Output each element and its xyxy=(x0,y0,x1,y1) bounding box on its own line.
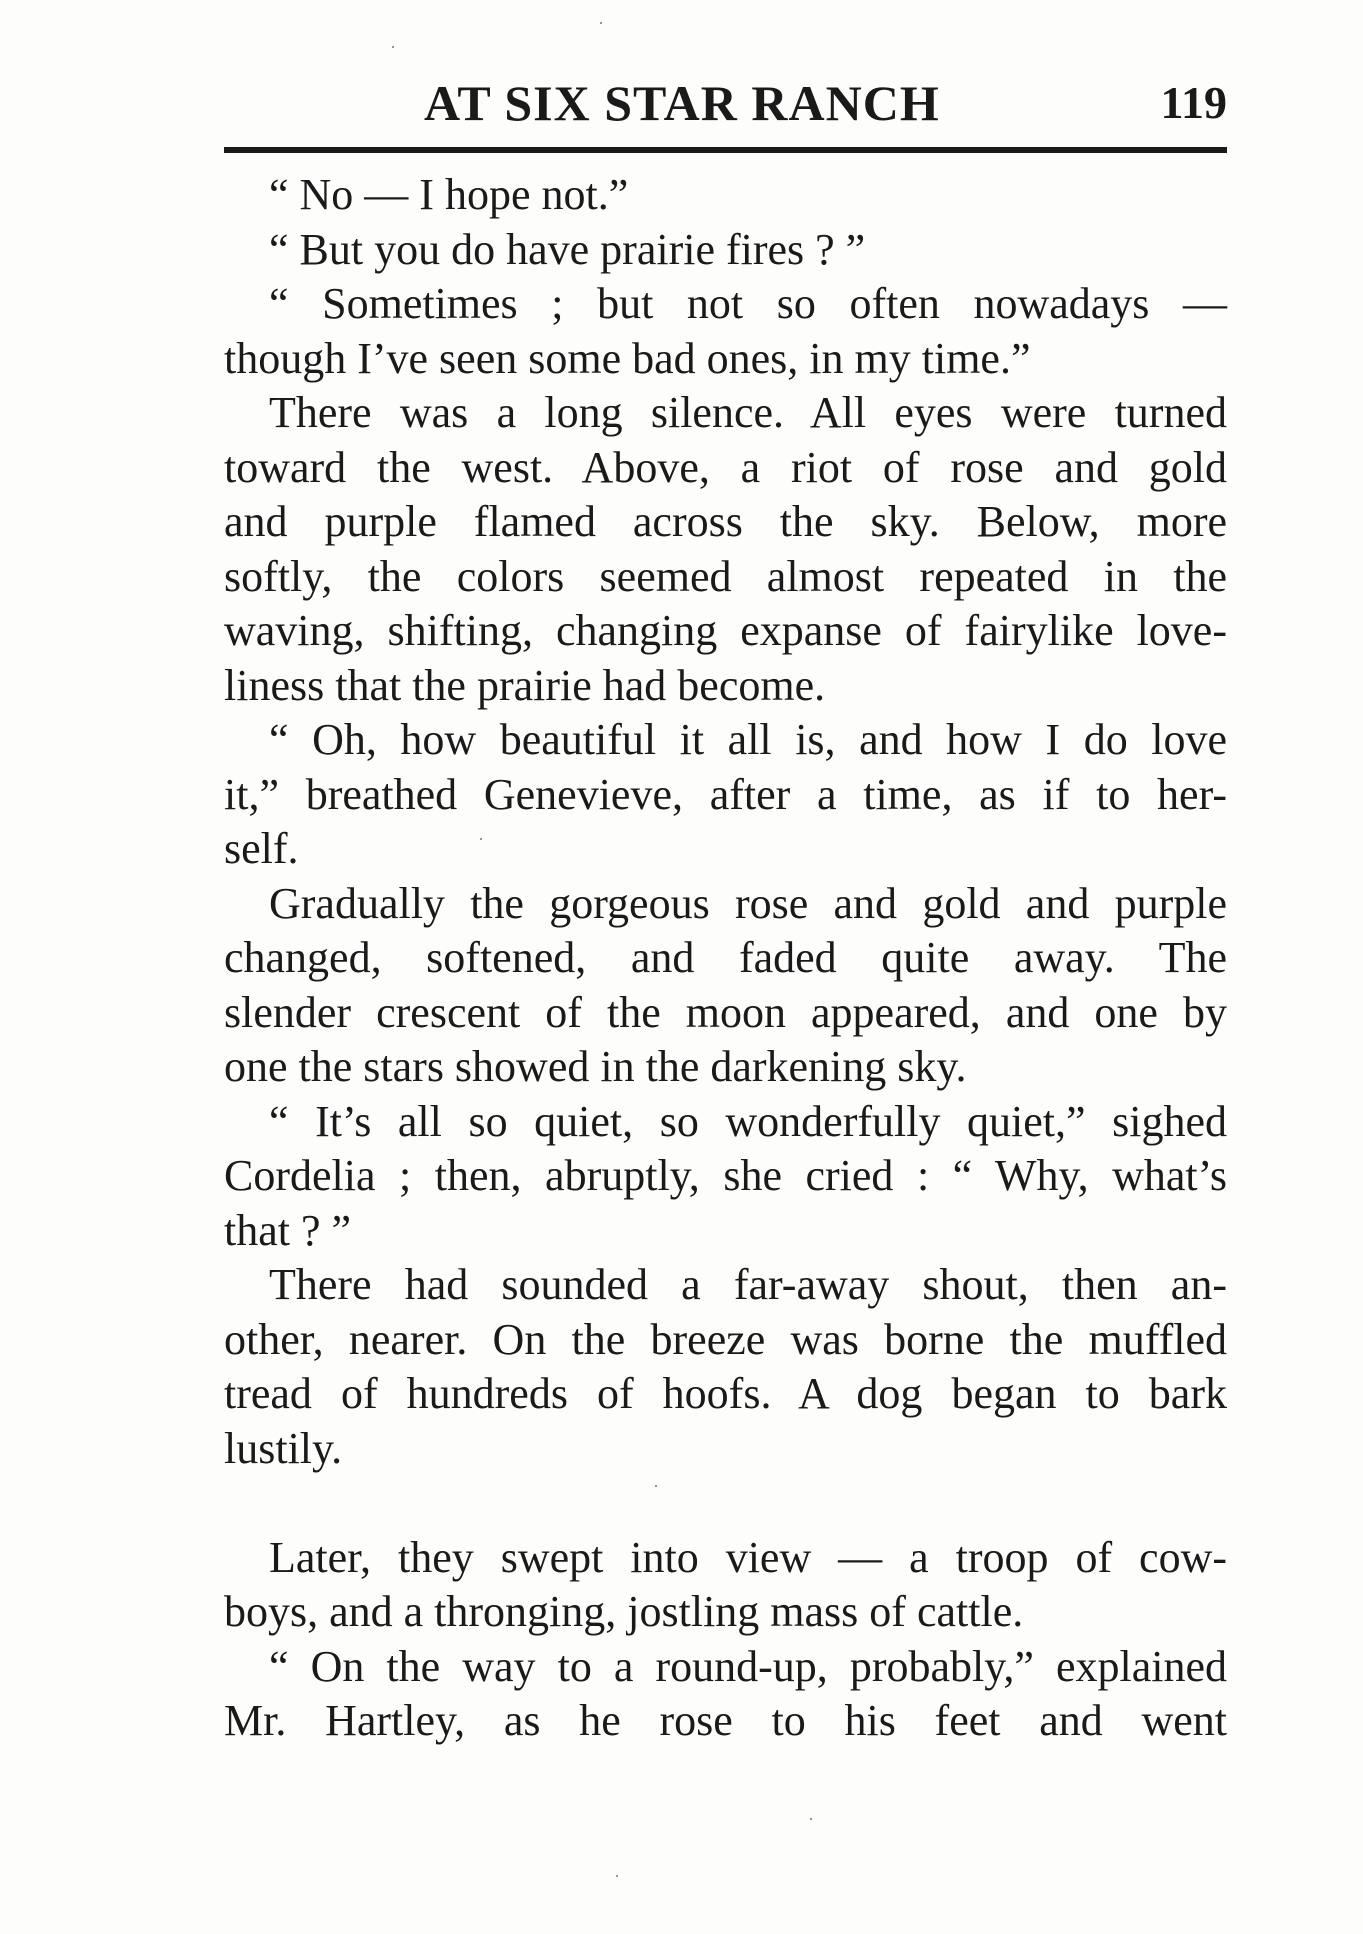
text-line: Gradually the gorgeous rose and gold and purple xyxy=(269,878,1227,928)
paper-speck xyxy=(392,46,394,48)
text-line: toward the west. Above, a riot of rose and gold xyxy=(224,442,1227,492)
paper-speck xyxy=(616,1875,618,1877)
text-line: tread of hundreds of hoofs. A dog began to bark xyxy=(224,1369,1227,1418)
text-line: “ No — I hope not.” xyxy=(269,170,629,219)
text-line: “ But you do have prairie fires ? ” xyxy=(269,224,866,274)
body-text xyxy=(224,168,1227,1749)
text-line: liness that the prairie had become. xyxy=(224,660,826,710)
text-line: “ On the way to a round-up, probably,” explained xyxy=(269,1641,1227,1691)
paper-speck xyxy=(655,1485,657,1487)
paper-speck xyxy=(810,1818,812,1820)
text-line: There was a long silence. All eyes were turned xyxy=(269,388,1227,437)
text-line: Mr. Hartley, as he rose to his feet and went xyxy=(224,1696,1227,1745)
running-head xyxy=(224,68,1227,138)
text-line: slender crescent of the moon appeared, and one by xyxy=(224,987,1227,1037)
text-line: and purple flamed across the sky. Below, more xyxy=(224,497,1227,546)
text-line: that ? ” xyxy=(224,1205,352,1255)
text-line: boys, and a thronging, jostling mass of cattle. xyxy=(224,1587,1024,1636)
page-number: 119 xyxy=(1160,77,1227,128)
text-line: “ Sometimes ; but not so often nowadays — xyxy=(269,279,1227,328)
text-line: lustily. xyxy=(224,1423,343,1473)
text-line: self. xyxy=(224,824,299,873)
text-line: though I’ve seen some bad ones, in my time.” xyxy=(224,333,1031,383)
text-line: Later, they swept into view — a troop of cow- xyxy=(269,1532,1227,1582)
text-line: other, nearer. On the breeze was borne the muffled xyxy=(224,1314,1227,1364)
paper-speck xyxy=(600,22,602,24)
text-line: softly, the colors seemed almost repeated in the xyxy=(224,551,1227,601)
header-rule xyxy=(224,147,1227,153)
text-line: it,” breathed Genevieve, after a time, as if to her- xyxy=(224,769,1227,819)
text-line: Cordelia ; then, abruptly, she cried : “ Why, what’s xyxy=(224,1151,1227,1200)
running-head-title: AT SIX STAR RANCH xyxy=(424,75,940,131)
text-line: “ Oh, how beautiful it all is, and how I do love xyxy=(269,715,1227,764)
paper-speck xyxy=(480,838,482,840)
text-line: changed, softened, and faded quite away. The xyxy=(224,933,1227,982)
text-line: There had sounded a far-away shout, then an- xyxy=(269,1260,1227,1309)
section-break xyxy=(224,1476,1227,1531)
text-line: “ It’s all so quiet, so wonderfully quiet,” sighed xyxy=(269,1096,1227,1146)
text-line: waving, shifting, changing expanse of fairylike love- xyxy=(224,606,1227,655)
text-line: one the stars showed in the darkening sky. xyxy=(224,1042,967,1091)
